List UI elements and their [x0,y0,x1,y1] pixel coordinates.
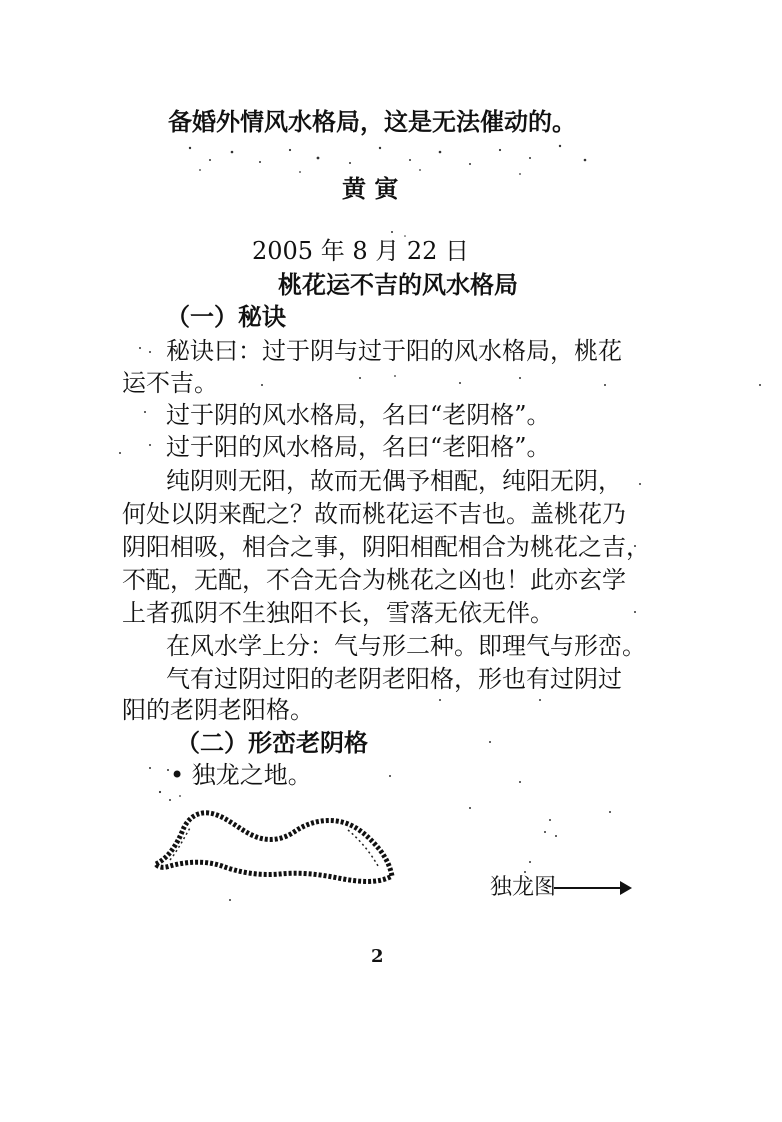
figure-label [490,873,556,903]
article-title: 桃花运不吉的风水格局 [278,270,518,299]
paragraph-line: 上者孤阴不生独阳不长，雪落无依无伴。 [122,599,554,627]
author-name: 黄 寅 [342,174,399,203]
paragraph-line: 秘诀曰：过于阴与过于阳的风水格局，桃花 [166,337,622,365]
paragraph-line: 不配，无配，不合无合为桃花之凶也！此亦玄学 [122,566,626,594]
bullet-item: • 独龙之地。 [170,761,312,789]
single-dragon-illustration [148,800,408,900]
paragraph-line: 过于阳的风水格局，名曰“老阳格”。 [166,433,551,461]
paragraph-line: 何处以阴来配之？故而桃花运不吉也。盖桃花乃 [122,500,626,528]
paragraph-line: 在风水学上分：气与形二种。即理气与形峦。 [166,632,646,660]
page-number: 2 [371,946,384,967]
paragraph-line: 过于阴的风水格局，名曰“老阴格”。 [166,401,551,429]
paragraph-line: 阳的老阴老阳格。 [122,696,314,724]
paragraph-line: 纯阴则无阳，故而无偶予相配，纯阳无阴， [166,467,622,495]
figure-label-text: 独龙图 [490,875,557,900]
paragraph-line: 运不吉。 [122,369,218,397]
section1-heading: （一）秘诀 [166,302,286,331]
paragraph-line: 气有过阴过阳的老阴老阳格，形也有过阴过 [166,665,622,693]
intro-line: 备婚外情风水格局，这是无法催动的。 [168,107,576,136]
section2-heading: （二）形峦老阴格 [176,728,368,757]
date-line: 2005 年 8 月 22 日 [252,237,470,265]
arrow-right-icon [554,878,634,898]
paragraph-line: 阴阳相吸，相合之事，阴阳相配相合为桃花之吉， [122,533,650,561]
